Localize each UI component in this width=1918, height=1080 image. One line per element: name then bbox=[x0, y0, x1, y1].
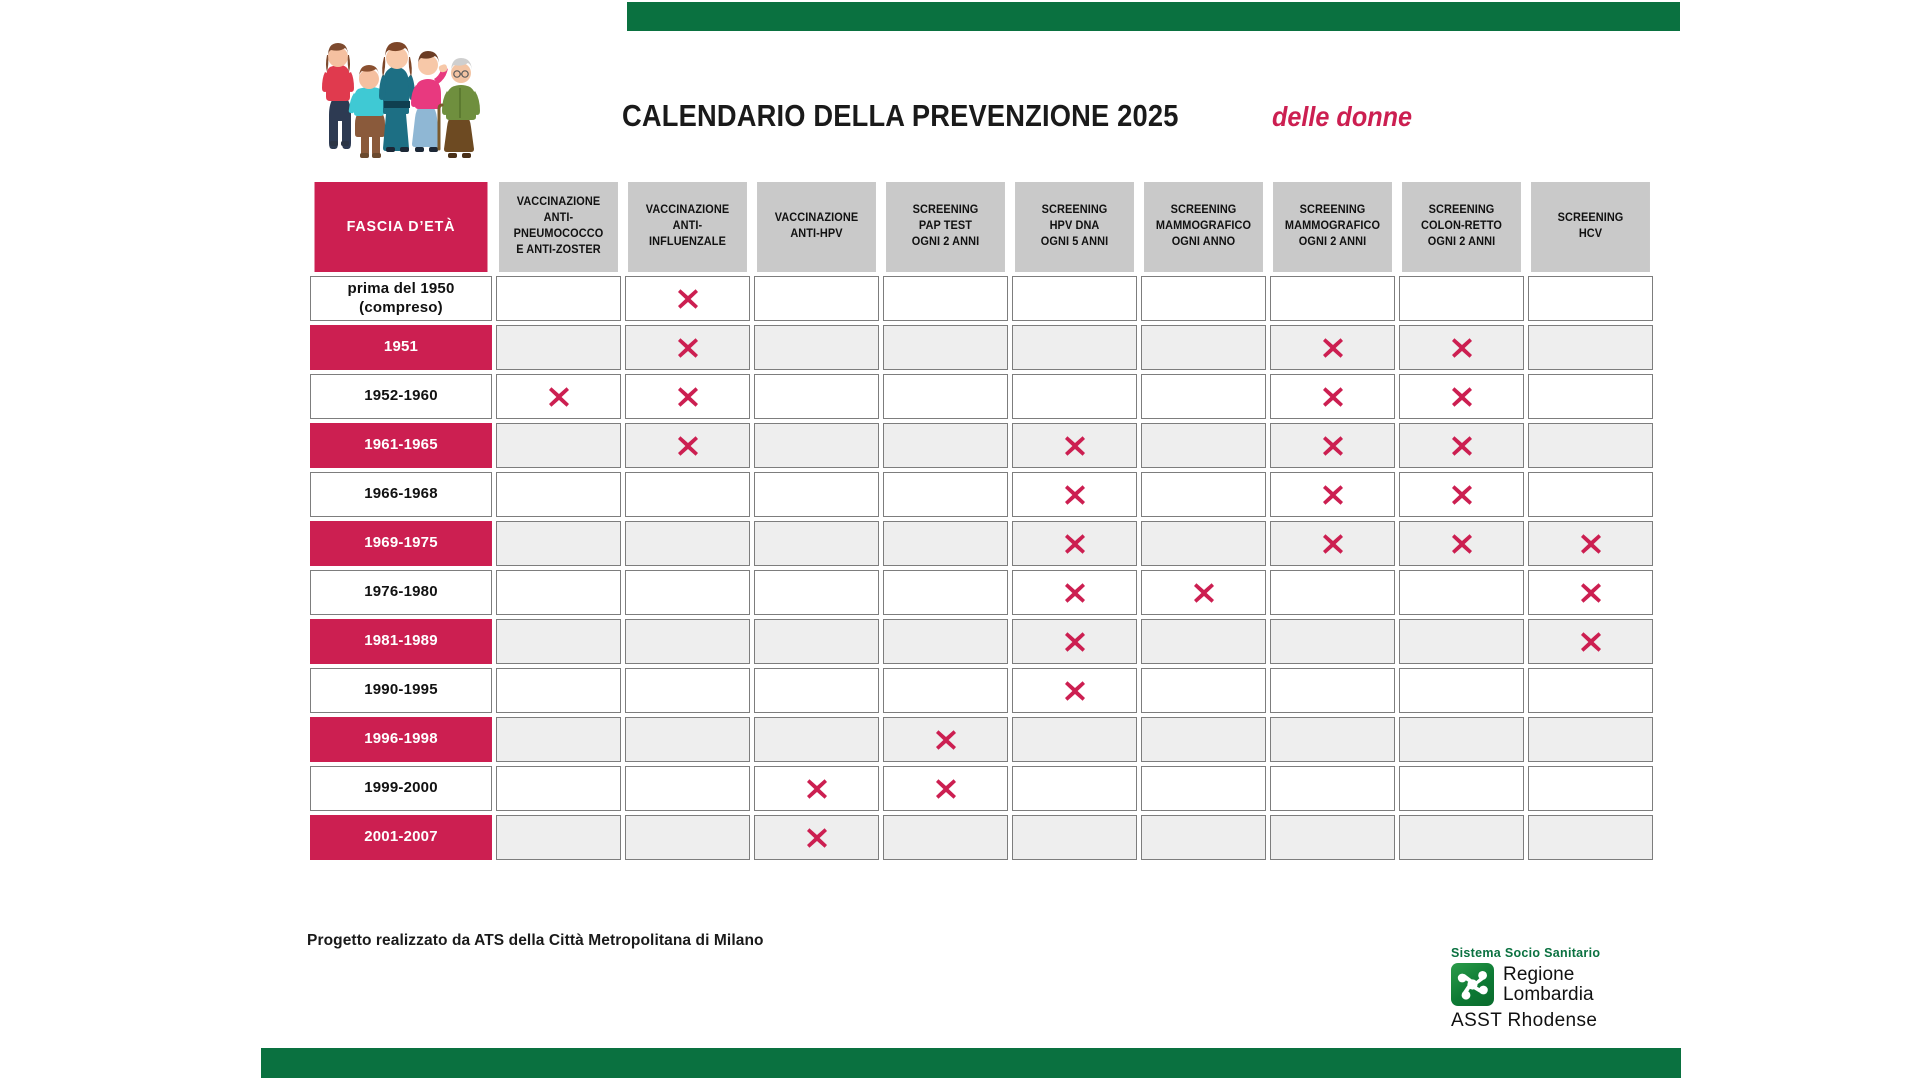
row-label-1961-1965: 1961-1965 bbox=[310, 423, 492, 468]
cell-colon_retto bbox=[1399, 276, 1524, 321]
x-mark-icon bbox=[1322, 435, 1344, 457]
lombardia-rose-icon bbox=[1451, 963, 1494, 1006]
table-row bbox=[310, 472, 1653, 517]
x-mark-icon bbox=[1451, 386, 1473, 408]
cell-pap_test bbox=[883, 374, 1008, 419]
page-title bbox=[622, 98, 1428, 134]
cell-hcv bbox=[1528, 766, 1653, 811]
cell-hpv bbox=[754, 717, 879, 762]
row-label-1976-1980: 1976-1980 bbox=[310, 570, 492, 615]
logo-region-line1: Regione bbox=[1503, 964, 1575, 986]
cell-mammo_anno bbox=[1141, 521, 1266, 566]
cell-pneumococco bbox=[496, 815, 621, 860]
cell-pap_test bbox=[883, 472, 1008, 517]
row-label-1969-1975: 1969-1975 bbox=[310, 521, 492, 566]
cell-influenzale bbox=[625, 325, 750, 370]
cell-pap_test bbox=[883, 717, 1008, 762]
cell-hcv bbox=[1528, 668, 1653, 713]
table-row bbox=[310, 276, 1653, 321]
cell-hpv_dna bbox=[1012, 276, 1137, 321]
cell-hpv_dna bbox=[1012, 619, 1137, 664]
row-label-1981-1989: 1981-1989 bbox=[310, 619, 492, 664]
cell-pap_test bbox=[883, 570, 1008, 615]
x-mark-icon bbox=[1580, 582, 1602, 604]
page-title-accent: delle donne bbox=[1272, 101, 1413, 132]
cell-influenzale bbox=[625, 717, 750, 762]
table-row bbox=[310, 717, 1653, 762]
logo-region-line2: Lombardia bbox=[1503, 983, 1594, 1005]
table-row bbox=[310, 668, 1653, 713]
cell-mammo_2anni bbox=[1270, 668, 1395, 713]
x-mark-icon bbox=[677, 435, 699, 457]
cell-pneumococco bbox=[496, 619, 621, 664]
x-mark-icon bbox=[1064, 582, 1086, 604]
cell-colon_retto bbox=[1399, 570, 1524, 615]
table-row bbox=[310, 423, 1653, 468]
cell-colon_retto bbox=[1399, 766, 1524, 811]
column-header-colon-retto: SCREENING COLON-RETTO OGNI 2 ANNI bbox=[1402, 182, 1521, 272]
cell-hpv bbox=[754, 815, 879, 860]
logo-organization: ASST Rhodense bbox=[1451, 1010, 1598, 1031]
cell-hpv bbox=[754, 276, 879, 321]
cell-hpv bbox=[754, 619, 879, 664]
cell-influenzale bbox=[625, 276, 750, 321]
column-header-mammografico-anno: SCREENING MAMMOGRAFICO OGNI ANNO bbox=[1144, 182, 1263, 272]
row-label-2001-2007: 2001-2007 bbox=[310, 815, 492, 860]
column-header-hpv: VACCINAZIONE ANTI-HPV bbox=[757, 182, 876, 272]
cell-hcv bbox=[1528, 325, 1653, 370]
cell-hcv bbox=[1528, 717, 1653, 762]
project-credit: Progetto realizzato da ATS della Città Metropolitana di Milano bbox=[307, 932, 764, 949]
table-head bbox=[310, 182, 1653, 272]
table-row bbox=[310, 766, 1653, 811]
x-mark-icon bbox=[1064, 435, 1086, 457]
cell-pneumococco bbox=[496, 570, 621, 615]
cell-mammo_2anni bbox=[1270, 619, 1395, 664]
cell-pneumococco bbox=[496, 325, 621, 370]
cell-hpv bbox=[754, 325, 879, 370]
x-mark-icon bbox=[1451, 337, 1473, 359]
cell-hpv_dna bbox=[1012, 374, 1137, 419]
cell-hpv_dna bbox=[1012, 717, 1137, 762]
x-mark-icon bbox=[935, 729, 957, 751]
top-green-bar bbox=[627, 2, 1680, 31]
x-mark-icon bbox=[677, 288, 699, 310]
cell-mammo_anno bbox=[1141, 766, 1266, 811]
cell-colon_retto bbox=[1399, 717, 1524, 762]
cell-mammo_anno bbox=[1141, 717, 1266, 762]
cell-hpv_dna bbox=[1012, 815, 1137, 860]
cell-pap_test bbox=[883, 521, 1008, 566]
column-header-mammografico-2anni: SCREENING MAMMOGRAFICO OGNI 2 ANNI bbox=[1273, 182, 1392, 272]
x-mark-icon bbox=[1064, 484, 1086, 506]
table-row bbox=[310, 325, 1653, 370]
cell-mammo_anno bbox=[1141, 815, 1266, 860]
cell-pap_test bbox=[883, 668, 1008, 713]
cell-hpv_dna bbox=[1012, 668, 1137, 713]
prevention-calendar-table bbox=[306, 178, 1657, 864]
cell-pneumococco bbox=[496, 374, 621, 419]
cell-pneumococco bbox=[496, 276, 621, 321]
cell-mammo_2anni bbox=[1270, 570, 1395, 615]
x-mark-icon bbox=[1580, 631, 1602, 653]
cell-influenzale bbox=[625, 619, 750, 664]
cell-hcv bbox=[1528, 374, 1653, 419]
cell-mammo_2anni bbox=[1270, 423, 1395, 468]
cell-mammo_anno bbox=[1141, 472, 1266, 517]
logo-region-name bbox=[1503, 965, 1594, 1004]
row-label-1952-1960: 1952-1960 bbox=[310, 374, 492, 419]
cell-pneumococco bbox=[496, 717, 621, 762]
cell-hpv bbox=[754, 766, 879, 811]
cell-hpv bbox=[754, 570, 879, 615]
x-mark-icon bbox=[806, 778, 828, 800]
cell-colon_retto bbox=[1399, 815, 1524, 860]
cell-pap_test bbox=[883, 619, 1008, 664]
cell-mammo_anno bbox=[1141, 423, 1266, 468]
cell-colon_retto bbox=[1399, 668, 1524, 713]
x-mark-icon bbox=[1322, 484, 1344, 506]
cell-influenzale bbox=[625, 570, 750, 615]
cell-colon_retto bbox=[1399, 374, 1524, 419]
cell-influenzale bbox=[625, 472, 750, 517]
cell-hpv_dna bbox=[1012, 521, 1137, 566]
logo-main-row bbox=[1451, 963, 1666, 1006]
cell-mammo_2anni bbox=[1270, 766, 1395, 811]
regione-lombardia-logo bbox=[1451, 946, 1666, 1032]
cell-pap_test bbox=[883, 276, 1008, 321]
cell-influenzale bbox=[625, 668, 750, 713]
table-row bbox=[310, 815, 1653, 860]
x-mark-icon bbox=[548, 386, 570, 408]
cell-colon_retto bbox=[1399, 325, 1524, 370]
x-mark-icon bbox=[1580, 533, 1602, 555]
row-label-1990-1995: 1990-1995 bbox=[310, 668, 492, 713]
cell-influenzale bbox=[625, 423, 750, 468]
cell-pneumococco bbox=[496, 521, 621, 566]
row-label-1996-1998: 1996-1998 bbox=[310, 717, 492, 762]
cell-hcv bbox=[1528, 570, 1653, 615]
cell-pap_test bbox=[883, 423, 1008, 468]
cell-hcv bbox=[1528, 521, 1653, 566]
row-label-1951: 1951 bbox=[310, 325, 492, 370]
five-women-illustration bbox=[316, 27, 488, 171]
x-mark-icon bbox=[1322, 533, 1344, 555]
x-mark-icon bbox=[806, 827, 828, 849]
column-header-hpv-dna: SCREENING HPV DNA OGNI 5 ANNI bbox=[1015, 182, 1134, 272]
cell-pneumococco bbox=[496, 668, 621, 713]
cell-mammo_anno bbox=[1141, 570, 1266, 615]
x-mark-icon bbox=[677, 337, 699, 359]
cell-mammo_2anni bbox=[1270, 325, 1395, 370]
cell-hpv bbox=[754, 423, 879, 468]
table-row bbox=[310, 619, 1653, 664]
cell-mammo_2anni bbox=[1270, 374, 1395, 419]
cell-influenzale bbox=[625, 766, 750, 811]
cell-hpv_dna bbox=[1012, 570, 1137, 615]
cell-pap_test bbox=[883, 766, 1008, 811]
table-row bbox=[310, 521, 1653, 566]
x-mark-icon bbox=[1322, 386, 1344, 408]
cell-mammo_anno bbox=[1141, 374, 1266, 419]
table-body bbox=[310, 276, 1653, 860]
column-header-age: FASCIA D’ETÀ bbox=[315, 182, 488, 272]
cell-hpv bbox=[754, 521, 879, 566]
logo-tagline: Sistema Socio Sanitario bbox=[1451, 946, 1601, 960]
cell-hpv_dna bbox=[1012, 472, 1137, 517]
cell-pap_test bbox=[883, 325, 1008, 370]
cell-pap_test bbox=[883, 815, 1008, 860]
cell-mammo_2anni bbox=[1270, 472, 1395, 517]
column-header-pneumococco: VACCINAZIONE ANTI- PNEUMOCOCCO E ANTI-ZOSTER bbox=[499, 182, 618, 272]
cell-influenzale bbox=[625, 374, 750, 419]
cell-hpv bbox=[754, 472, 879, 517]
column-header-influenzale: VACCINAZIONE ANTI- INFLUENZALE bbox=[628, 182, 747, 272]
cell-mammo_2anni bbox=[1270, 717, 1395, 762]
cell-colon_retto bbox=[1399, 619, 1524, 664]
row-label-1999-2000: 1999-2000 bbox=[310, 766, 492, 811]
table-row bbox=[310, 570, 1653, 615]
x-mark-icon bbox=[1064, 680, 1086, 702]
x-mark-icon bbox=[1064, 533, 1086, 555]
x-mark-icon bbox=[677, 386, 699, 408]
cell-mammo_2anni bbox=[1270, 521, 1395, 566]
x-mark-icon bbox=[1451, 533, 1473, 555]
cell-hpv bbox=[754, 668, 879, 713]
cell-hpv_dna bbox=[1012, 325, 1137, 370]
cell-colon_retto bbox=[1399, 472, 1524, 517]
cell-hcv bbox=[1528, 619, 1653, 664]
bottom-green-bar bbox=[261, 1048, 1681, 1078]
cell-influenzale bbox=[625, 815, 750, 860]
cell-mammo_2anni bbox=[1270, 815, 1395, 860]
cell-hcv bbox=[1528, 472, 1653, 517]
row-label-1966-1968: 1966-1968 bbox=[310, 472, 492, 517]
x-mark-icon bbox=[1451, 484, 1473, 506]
column-header-hcv: SCREENING HCV bbox=[1531, 182, 1650, 272]
cell-hpv_dna bbox=[1012, 423, 1137, 468]
table-row bbox=[310, 374, 1653, 419]
cell-hpv_dna bbox=[1012, 766, 1137, 811]
page-title-main: CALENDARIO DELLA PREVENZIONE 2025 bbox=[622, 98, 1179, 133]
cell-colon_retto bbox=[1399, 521, 1524, 566]
x-mark-icon bbox=[1451, 435, 1473, 457]
table-header-row bbox=[310, 182, 1653, 272]
cell-influenzale bbox=[625, 521, 750, 566]
cell-mammo_anno bbox=[1141, 619, 1266, 664]
cell-mammo_anno bbox=[1141, 325, 1266, 370]
row-label-primadel1950-compreso: prima del 1950 (compreso) bbox=[310, 276, 492, 321]
x-mark-icon bbox=[1322, 337, 1344, 359]
cell-pneumococco bbox=[496, 472, 621, 517]
cell-hpv bbox=[754, 374, 879, 419]
cell-mammo_anno bbox=[1141, 276, 1266, 321]
x-mark-icon bbox=[1064, 631, 1086, 653]
x-mark-icon bbox=[935, 778, 957, 800]
cell-pneumococco bbox=[496, 423, 621, 468]
cell-hcv bbox=[1528, 815, 1653, 860]
cell-colon_retto bbox=[1399, 423, 1524, 468]
cell-mammo_anno bbox=[1141, 668, 1266, 713]
column-header-pap-test: SCREENING PAP TEST OGNI 2 ANNI bbox=[886, 182, 1005, 272]
cell-hcv bbox=[1528, 276, 1653, 321]
cell-hcv bbox=[1528, 423, 1653, 468]
cell-pneumococco bbox=[496, 766, 621, 811]
cell-mammo_2anni bbox=[1270, 276, 1395, 321]
x-mark-icon bbox=[1193, 582, 1215, 604]
